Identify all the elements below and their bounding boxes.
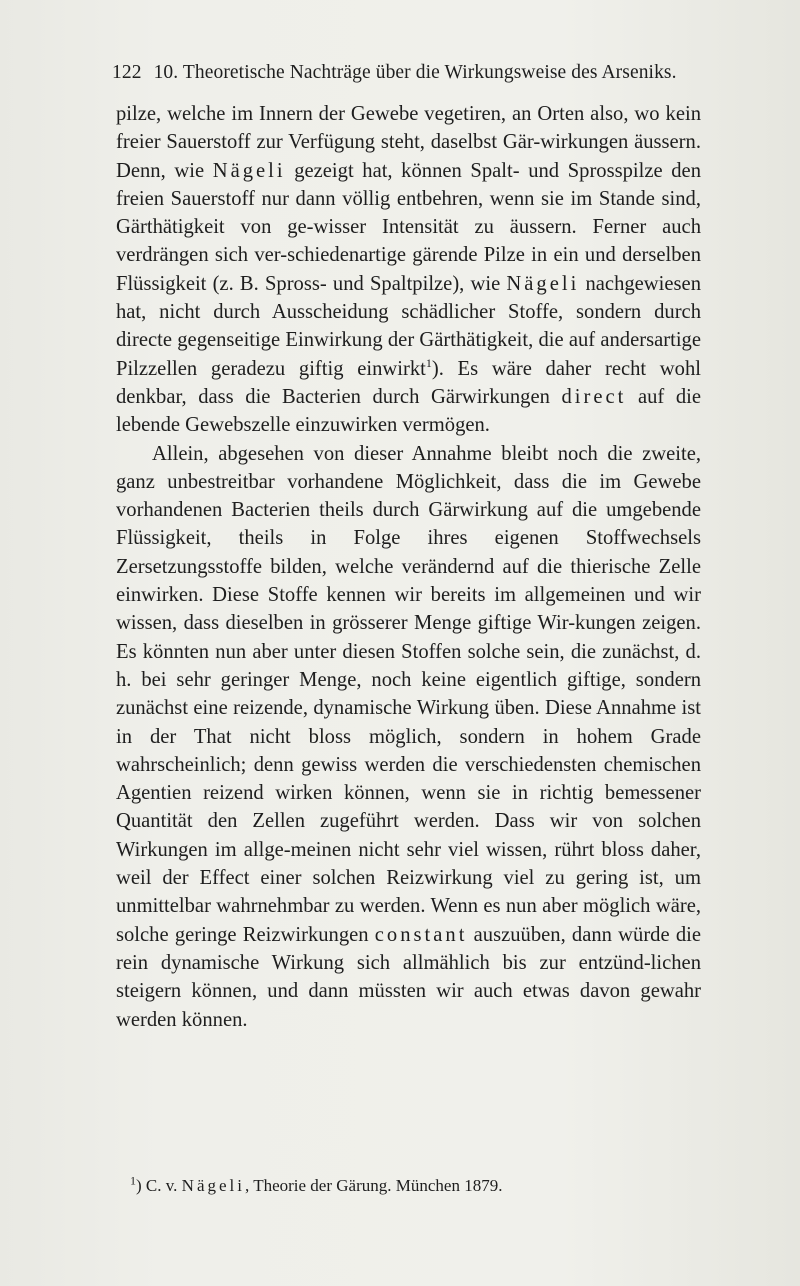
author-name-spaced: Nägeli — [212, 159, 286, 182]
text-run: pilze, welche im Innern der Gewebe vegetiren, an Orten also, wo kein freier Sauerstoff zur Verfügung steht, daselbst Gär-wirkungen äussern. Denn, wie — [116, 103, 701, 182]
author-name-spaced: Nägeli — [506, 272, 580, 295]
text-run: ). Es wäre daher recht wohl denkbar, dass die Bacterien durch Gärwirkungen — [116, 357, 701, 408]
footnote-text: C. v. — [145, 1176, 182, 1195]
emphasis-spaced: constant — [374, 923, 468, 946]
footnote-author: Nägeli — [181, 1176, 245, 1195]
text-run: auszuüben, dann würde die rein dynamische Wirkung sich allmählich bis zur entzünd-lichen steigern können, und dann müssten wir auch etwas davon gewahr werden können. — [116, 923, 701, 1031]
footnote-text: , Theorie der Gärung. München 1879. — [245, 1176, 503, 1195]
footnote — [130, 1175, 700, 1197]
paragraph-2 — [116, 440, 701, 1034]
paragraph-1 — [116, 100, 701, 440]
footnote-marker: 1 — [425, 355, 432, 370]
text-run: nachgewiesen hat, nicht durch Ausscheidung schädlicher Stoffe, sondern durch directe gegenseitige Einwirkung der Gärthätigkeit, die auf andersartige Pilzzellen geradezu giftig einwirkt — [116, 272, 701, 380]
page-number: 122 — [112, 62, 142, 83]
text-run: auf die lebende Gewebszelle einzuwirken vermögen. — [116, 385, 701, 437]
footnote-marker: 1 — [130, 1173, 136, 1188]
main-text — [116, 100, 701, 1034]
running-title: 10. Theoretische Nachträge über die Wirkungsweise des Arseniks. — [153, 62, 677, 83]
emphasis-spaced: direct — [561, 385, 627, 408]
text-run: gezeigt hat, können Spalt- und Sprosspilze den freien Sauerstoff nur dann völlig entbehren, wenn sie im Stande sind, Gärthätigkeit von ge-wisser Intensität zu äussern. Ferner auch verdrängen sich ver-schiedenartige gärende Pilze in ein und derselben Flüssigkeit (z. B. Spross- und Spaltpilze), wie — [116, 159, 701, 295]
text-run: Allein, abgesehen von dieser Annahme bleibt noch die zweite, ganz unbestreitbar vorhandene Möglichkeit, dass die im Gewebe vorhandenen Bacterien theils durch Gärwirkung auf die umgebende Flüssigkeit, theils in Folge ihres eigenen Stoffwechsels Zersetzungsstoffe bilden, welche verändernd auf die thierische Zelle einwirken. Diese Stoffe kennen wir bereits im allgemeinen und wir wissen, dass dieselben in grösserer Menge giftige Wir-kungen zeigen. Es könnten nun aber unter diesen Stoffen solche sein, die zunächst, d. h. bei sehr geringer Menge, noch keine eigentlich giftige, sondern zunächst eine reizende, dynamische Wirkung üben. Diese Annahme ist in der That nicht bloss möglich, sondern in hohem Grade wahrscheinlich; denn gewiss werden die verschiedensten chemischen Agentien reizend wirken können, wenn sie in richtig bemessener Quantität den Zellen zugeführt werden. Dass wir von solchen Wirkungen im allge-meinen nicht sehr viel wissen, rührt bloss daher, weil der Effect einer solchen Reizwirkung viel zu gering ist, um unmittelbar wahrnehmbar zu werden. Wenn es nun aber möglich wäre, solche geringe Reizwirkungen — [116, 442, 701, 946]
running-header — [112, 62, 702, 84]
footnote-paren: ) — [136, 1176, 142, 1195]
